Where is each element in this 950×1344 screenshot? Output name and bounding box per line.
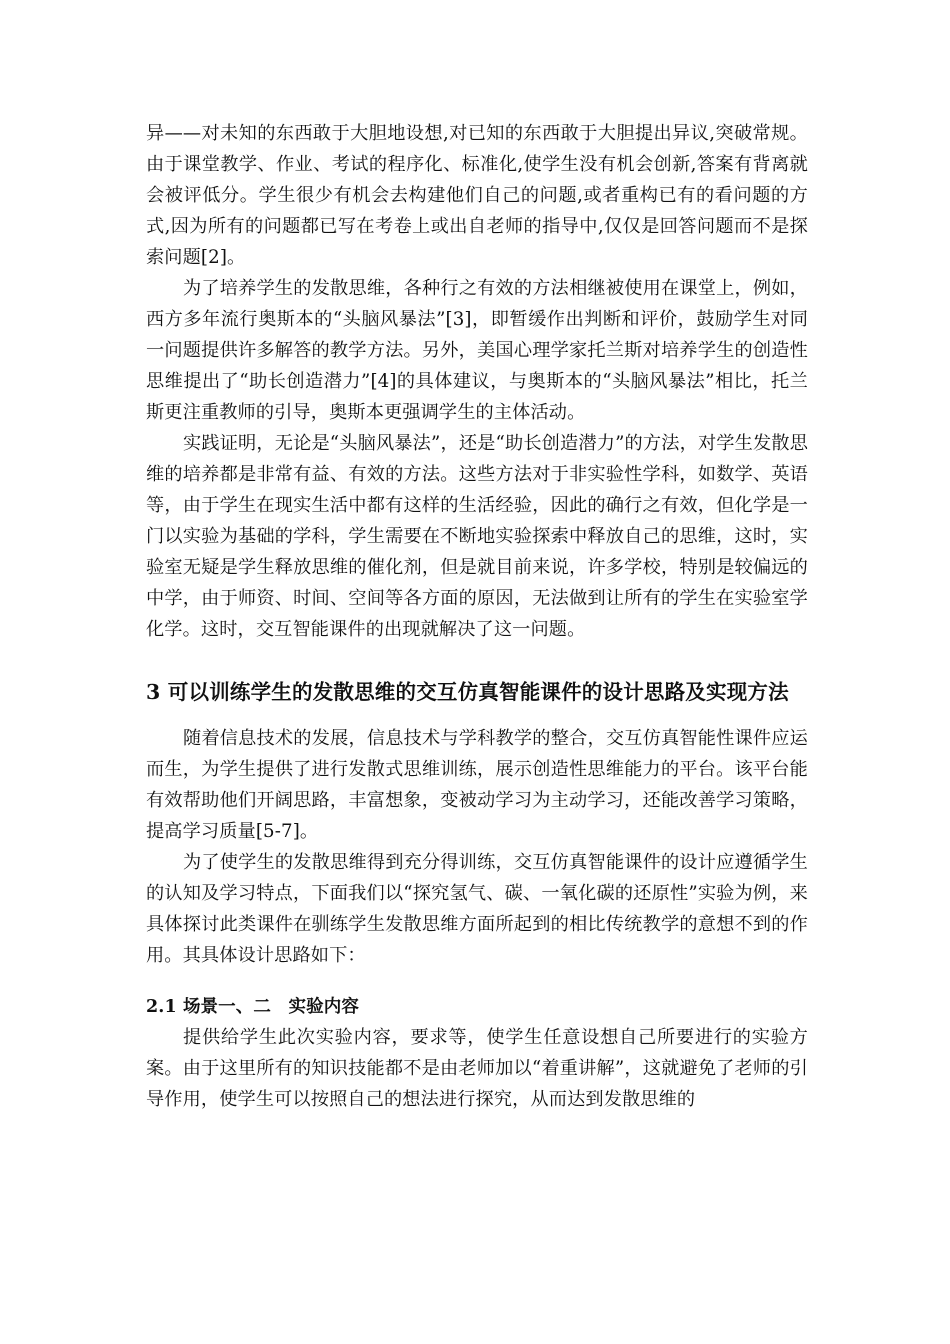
spacer <box>146 971 808 992</box>
paragraph-divergent-thinking-intro: 异——对未知的东西敢于大胆地设想,对已知的东西敢于大胆提出异议,突破常规。由于课堂教学、作业、考试的程序化、标准化,使学生没有机会创新,答案有背离就会被评低分。学生很少有机会去构建他们自己的问题,或者重构已有的看问题的方式,因为所有的问题都已写在考卷上或出自老师的指导中,仅仅是回答问题而不是探索问题[2]。 <box>146 123 808 268</box>
paragraph-teaching-methods: 为了培养学生的发散思维，各种行之有效的方法相继被使用在课堂上，例如，西方多年流行奥斯本的“头脑风暴法”[3]，即暂缓作出判断和评价，鼓励学生对同一问题提供许多解答的教学方法。另外，美国心理学家托兰斯对培养学生的创造性思维提出了“助长创造潜力”[4]的具体建议，与奥斯本的“头脑风暴法”相比，托兰斯更注重教师的引导，奥斯本更强调学生的主体活动。 <box>146 278 808 423</box>
section-heading-3: 3 可以训练学生的发散思维的交互仿真智能课件的设计思路及实现方法 <box>146 680 789 704</box>
subsection-heading-2-1: 2.1 场景一、二 实验内容 <box>146 997 359 1017</box>
paragraph-experiment-content: 提供给学生此次实验内容，要求等，使学生任意设想自己所要进行的实验方案。由于这里所有的知识技能都不是由老师加以“着重讲解”，这就避免了老师的引导作用，使学生可以按照自己的想法进行探究，从而达到发散思维的 <box>146 1027 808 1110</box>
spacer <box>146 645 808 661</box>
paragraph-design-approach: 为了使学生的发散思维得到充分得训练，交互仿真智能课件的设计应遵循学生的认知及学习特点，下面我们以“探究氢气、碳、一氧化碳的还原性”实验为例，来具体探讨此类课件在驯练学生发散思维方面所起到的相比传统教学的意想不到的作用。其具体设计思路如下： <box>146 852 808 966</box>
paragraph-practice-proof: 实践证明，无论是“头脑风暴法”，还是“助长创造潜力”的方法，对学生发散思维的培养都是非常有益、有效的方法。这些方法对于非实验性学科，如数学、英语等，由于学生在现实生活中都有这样的生活经验，因此的确行之有效，但化学是一门以实验为基础的学科，学生需要在不断地实验探索中释放自己的思维，这时，实验室无疑是学生释放思维的催化剂，但是就目前来说，许多学校，特别是较偏远的中学，由于师资、时间、空间等各方面的原因，无法做到让所有的学生在实验室学化学。这时，交互智能课件的出现就解决了这一问题。 <box>146 433 808 640</box>
document-page <box>146 118 808 1115</box>
paragraph-info-tech: 随着信息技术的发展，信息技术与学科教学的整合，交互仿真智能性课件应运而生，为学生提供了进行发散式思维训练，展示创造性思维能力的平台。该平台能有效帮助他们开阔思路，丰富想象，变被动学习为主动学习，还能改善学习策略，提高学习质量[5-7]。 <box>146 728 808 842</box>
